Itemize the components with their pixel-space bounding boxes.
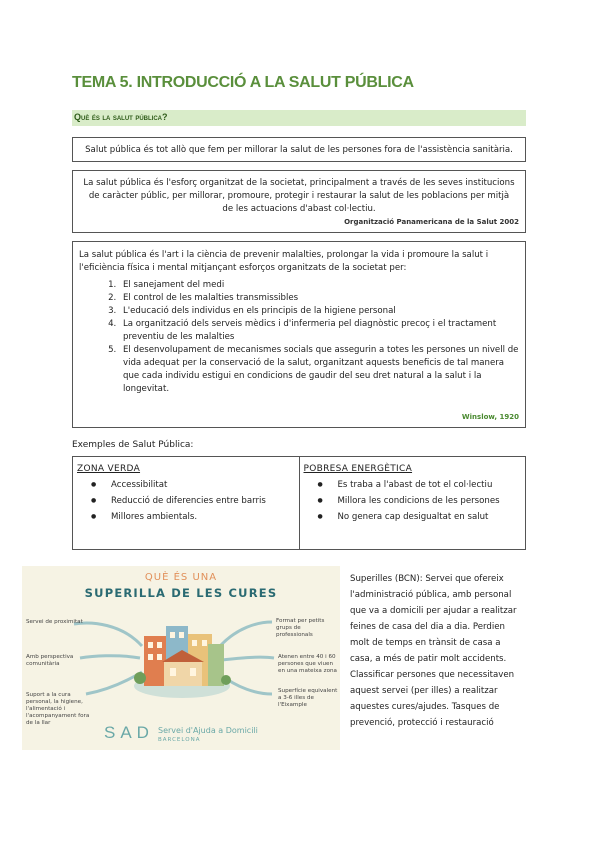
list-item: 2. El control de les malalties transmissibles <box>119 292 519 305</box>
examples-label: Exemples de Salut Pública: <box>72 440 194 450</box>
arrow-icon <box>220 622 272 646</box>
definition-box-1 <box>72 137 526 162</box>
examples-right-heading: POBRESA ENERGÈTICA <box>303 464 413 474</box>
arrow-icon <box>74 623 142 646</box>
list-item: 1. El sanejament del medi <box>119 279 519 292</box>
infographic-title-2: SUPERILLA DE LES CURES <box>84 586 278 600</box>
tree-icon <box>134 672 146 684</box>
sad-city: BARCELONA <box>158 737 201 743</box>
examples-left-heading: ZONA VERDA <box>77 464 141 474</box>
list-item: ● Es traba a l'abast de tot el col·lectiu <box>338 477 522 493</box>
label-right-2: Atenen entre 40 i 60 persones que viuen en una mateixa zona <box>278 654 337 674</box>
superilla-infographic <box>22 566 340 750</box>
label-left-2: Amb perspectiva comunitària <box>26 654 74 667</box>
definition-2-text: La salut pública és l'esforç organitzat de la societat, principalment a través de les seves institucions de caràcter públic, per millorar, promoure, protegir i restaurar la salut de les poblacions per mitjà de les actuacions d'abast col·lectiu. <box>83 178 515 214</box>
examples-table <box>72 456 526 550</box>
definition-3-intro: La salut pública és l'art i la ciència de prevenir malalties, prolongar la vida i promoure la salut i l'eficiència física i mental mitjançant esforços organitzats de la societat per: <box>79 250 489 273</box>
examples-column-pobresa-energetica <box>299 457 526 549</box>
tree-icon <box>221 675 231 685</box>
section-heading: Què és la salut pública? <box>74 112 168 122</box>
list-item: ● Accessibilitat <box>111 477 295 493</box>
list-item: ● Millora les condicions de les persones <box>338 493 522 509</box>
examples-left-list <box>77 477 295 525</box>
examples-column-zona-verda <box>73 457 299 549</box>
list-item: ● Millores ambientals. <box>111 509 295 525</box>
superilles-description: Superilles (BCN): Servei que ofereix l'administració pública, amb personal que va a domicili per ajudar a realitzar feines de casa del dia a dia. Perdien molt de temps en trànsit de casa a casa, a més de patir molt accidents. Classificar persones que necessitaven aquest servei (per illes) a realitzar aquestes cures/ajudes. Tasques de prevenció, protecció i restauració <box>350 574 517 728</box>
sad-logo: SAD <box>104 723 154 742</box>
arrow-icon <box>80 656 140 658</box>
list-item: 3. L'educació dels individus en els principis de la higiene personal <box>119 305 519 318</box>
arrow-icon <box>222 657 274 660</box>
sad-subtitle: Servei d'Ajuda a Domicili <box>158 726 258 735</box>
label-right-3: Superfície equivalent a 3-6 illes de l'Eixample <box>278 688 338 708</box>
label-right-1: Format per petits grups de professionals <box>276 618 325 638</box>
definition-box-2 <box>72 170 526 233</box>
house-icon <box>164 662 202 686</box>
list-item: 4. La organització dels serveis mèdics i d'infermeria pel diagnòstic precoç i el tractament preventiu de les malalties <box>119 318 519 344</box>
definition-3-source: Winslow, 1920 <box>461 413 519 421</box>
definition-2-source: Organització Panamericana de la Salut 2002 <box>344 218 519 226</box>
building-icon <box>144 636 166 686</box>
label-left-3: Suport a la cura personal, la higiene, l'alimentació i l'acompanyament fora de la llar <box>26 692 90 726</box>
list-item: 5. El desenvolupament de mecanismes socials que assegurin a totes les persones un nivell de vida adequat per la conservació de la salut, organitzant aquests beneficis de tal manera que cada individu estigui en condicions de gaudir del seu dret natural a la salut i la longevitat. <box>119 344 519 396</box>
page-title: TEMA 5. INTRODUCCIÓ A LA SALUT PÚBLICA <box>72 74 414 91</box>
definition-1-text: Salut pública és tot allò que fem per millorar la salut de les persones fora de l'assistència sanitària. <box>85 145 513 155</box>
definition-box-3 <box>72 241 526 428</box>
list-item: ● Reducció de diferencies entre barris <box>111 493 295 509</box>
examples-right-list <box>304 477 522 525</box>
infographic-title-1: QUÈ ÉS UNA <box>144 572 218 583</box>
arrow-icon <box>86 672 142 694</box>
section-heading-band <box>72 110 526 126</box>
definition-3-list <box>79 279 519 396</box>
list-item: ● No genera cap desigualtat en salut <box>338 509 522 525</box>
label-left-1: Servei de proximitat <box>26 619 83 625</box>
